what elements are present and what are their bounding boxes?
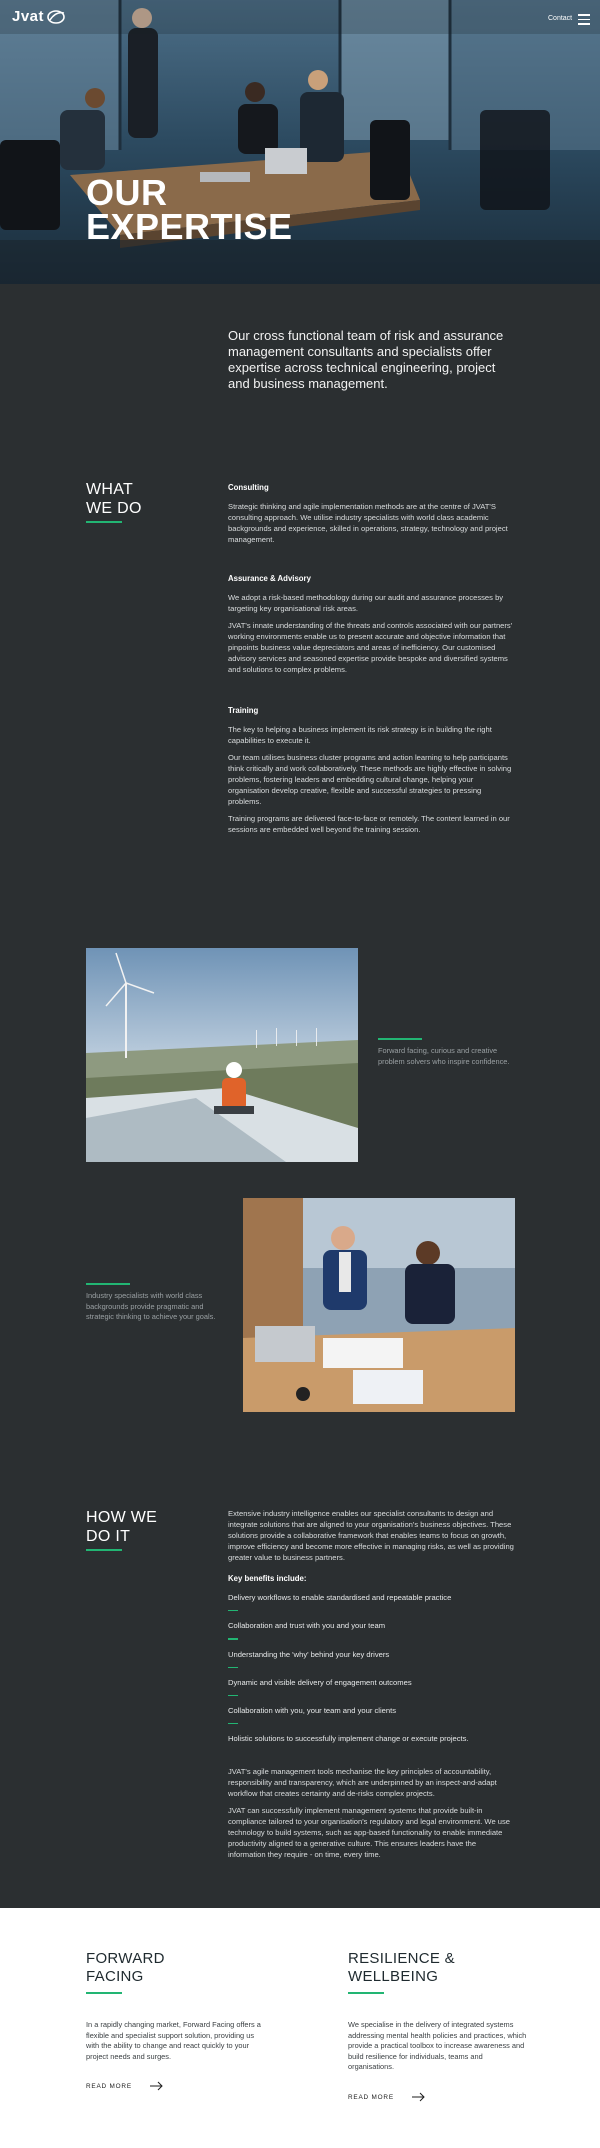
benefit-dash: [228, 1638, 238, 1639]
resilience-wellbeing-divider: [348, 1992, 384, 1994]
training-heading: Training: [228, 706, 259, 715]
training-text-3: Training programs are delivered face-to-face or remotely. The content learned in our sessions are embedded well beyond the training session.: [228, 814, 510, 834]
caption-2-divider: [86, 1283, 130, 1285]
benefit-item: [228, 1677, 514, 1696]
what-we-do-divider: [86, 521, 122, 523]
benefit-item: [228, 1592, 514, 1611]
wind-turbine-photo: [86, 948, 358, 1162]
resilience-wellbeing-text: We specialise in the delivery of integrated systems addressing mental health policies and practices, which provide a practical toolbox to increase awareness and build resilience for individuals, teams and organisations.: [348, 2020, 527, 2071]
read-more-label: READ MORE: [86, 2082, 132, 2090]
benefit-dash: [228, 1695, 238, 1696]
caption-2: Industry specialists with world class backgrounds provide pragmatic and strategic thinking to achieve your goals.: [86, 1291, 216, 1321]
what-we-do-heading: [86, 480, 142, 518]
consulting-text: Strategic thinking and agile implementation methods are at the centre of JVAT'S consulting approach. We utilise industry specialists with world class academic backgrounds and experience, skilled in operations, strategy, technology and project management.: [228, 502, 508, 544]
arrow-right-icon: [150, 2081, 164, 2091]
caption-1-divider: [378, 1038, 422, 1040]
assurance-text-1: We adopt a risk-based methodology during our audit and assurance processes by targeting key organisational risk areas.: [228, 593, 504, 613]
forward-facing-title-line-2: FACING: [86, 1968, 144, 1985]
intro-statement: Our cross functional team of risk and assurance management consultants and specialists offer expertise across technical engineering, project and business management.: [228, 328, 504, 391]
what-we-do-content: [228, 482, 514, 841]
consulting-heading: Consulting: [228, 483, 269, 492]
assurance-heading: Assurance & Advisory: [228, 574, 311, 583]
how-we-do-it-intro: Extensive industry intelligence enables our specialist consultants to design and integrate solutions that are aligned to your organisation's business objectives. These solutions provide a collaborative framework that enables teams to focus on growth, improve efficiency and become more effective in managing risks, as well as providing greater value to business partners.: [228, 1509, 514, 1562]
what-we-do-heading-line-2: WE DO: [86, 500, 142, 517]
key-benefits-heading: Key benefits include:: [228, 1574, 307, 1583]
forward-facing-divider: [86, 1992, 122, 1994]
resilience-wellbeing-title: [348, 1950, 455, 1986]
resilience-wellbeing-read-more[interactable]: [348, 2092, 426, 2102]
benefit-item: [228, 1733, 514, 1744]
arrow-right-icon: [412, 2092, 426, 2102]
forward-facing-read-more[interactable]: [86, 2081, 164, 2091]
benefit-text: Collaboration and trust with you and your team: [228, 1621, 386, 1631]
read-more-label: READ MORE: [348, 2093, 394, 2101]
how-we-do-it-heading: [86, 1508, 157, 1546]
caption-1: Forward facing, curious and creative problem solvers who inspire confidence.: [378, 1046, 510, 1066]
how-we-do-it-text-2: JVAT's agile management tools mechanise the key principles of accountability, responsibility and transparency, which are underpinned by an inspect-and-adapt workflow that creates certainty and de-risks complex projects.: [228, 1767, 497, 1799]
jvat-logo[interactable]: [12, 8, 66, 25]
how-we-do-it-content: [228, 1508, 514, 1866]
benefit-item: [228, 1620, 514, 1639]
forward-facing-text: In a rapidly changing market, Forward Facing offers a flexible and specialist support solution, providing us with the ability to change and react quickly to your project needs and surges.: [86, 2020, 261, 2061]
how-we-do-it-divider: [86, 1549, 122, 1551]
benefit-dash: [228, 1667, 238, 1668]
resilience-wellbeing-title-line-2: WELLBEING: [348, 1968, 439, 1985]
assurance-text-2: JVAT's innate understanding of the threats and controls associated with our partners' working environments enable us to present accurate and objective information that pinpoints business value depreciators and areas of inefficiency. Our customised advisory services and seasoned expertise provide bespoke and diversified systems and solutions to complex problems.: [228, 621, 513, 674]
contact-link[interactable]: Contact: [548, 15, 573, 22]
benefit-text: Holistic solutions to successfully implement change or execute projects.: [228, 1734, 469, 1744]
how-we-do-it-text-3: JVAT can successfully implement management systems that provide built-in compliance tailored to your organisation's regulatory and legal environment. We use technology to build systems, such as app-based functionality to enable immediate productivity aligned to a generative culture. This ensures leaders have the information they require - on time, every time.: [228, 1806, 511, 1860]
forward-facing-title: [86, 1950, 165, 1986]
training-text-2: Our team utilises business cluster programs and action learning to help participants think critically and work collaboratively. These methods are highly effective in solving problems, fostering leaders and embedding cultural change, helping your organisation develop creative, flexible and successful strategies to pressing problems.: [228, 753, 512, 806]
page-title-line-1: OUR: [86, 172, 168, 213]
benefit-text: Dynamic and visible delivery of engagement outcomes: [228, 1677, 412, 1687]
benefit-text: Delivery workflows to enable standardised and repeatable practice: [228, 1593, 452, 1602]
logo-swoosh-icon: [46, 9, 66, 25]
logo-wordmark: Jvat: [12, 8, 45, 25]
wind-turbine-illustration: [86, 948, 358, 1162]
training-text-1: The key to helping a business implement its risk strategy is in building the right capabilities to execute it.: [228, 725, 492, 745]
hamburger-menu-icon[interactable]: [578, 14, 590, 24]
benefit-dash: [228, 1723, 238, 1724]
benefit-text: Collaboration with you, your team and your clients: [228, 1706, 396, 1716]
page-title-line-2: EXPERTISE: [86, 206, 293, 247]
how-we-do-it-heading-line-1: HOW WE: [86, 1509, 158, 1526]
page-title: [86, 172, 293, 247]
meeting-photo: [243, 1198, 515, 1412]
benefit-text: Understanding the 'why' behind your key drivers: [228, 1649, 390, 1659]
hero-banner: [0, 0, 600, 284]
what-we-do-heading-line-1: WHAT: [86, 481, 134, 498]
top-navigation-bar: [0, 0, 600, 34]
resilience-wellbeing-title-line-1: RESILIENCE &: [348, 1950, 455, 1967]
benefit-item: [228, 1705, 514, 1724]
forward-facing-title-line-1: FORWARD: [86, 1950, 165, 1967]
services-cards-section: [0, 1908, 600, 2148]
benefit-dash: [228, 1610, 238, 1611]
benefit-item: [228, 1649, 514, 1668]
key-benefits-list: [228, 1592, 514, 1744]
meeting-illustration: [243, 1198, 515, 1412]
how-we-do-it-heading-line-2: DO IT: [86, 1528, 131, 1545]
